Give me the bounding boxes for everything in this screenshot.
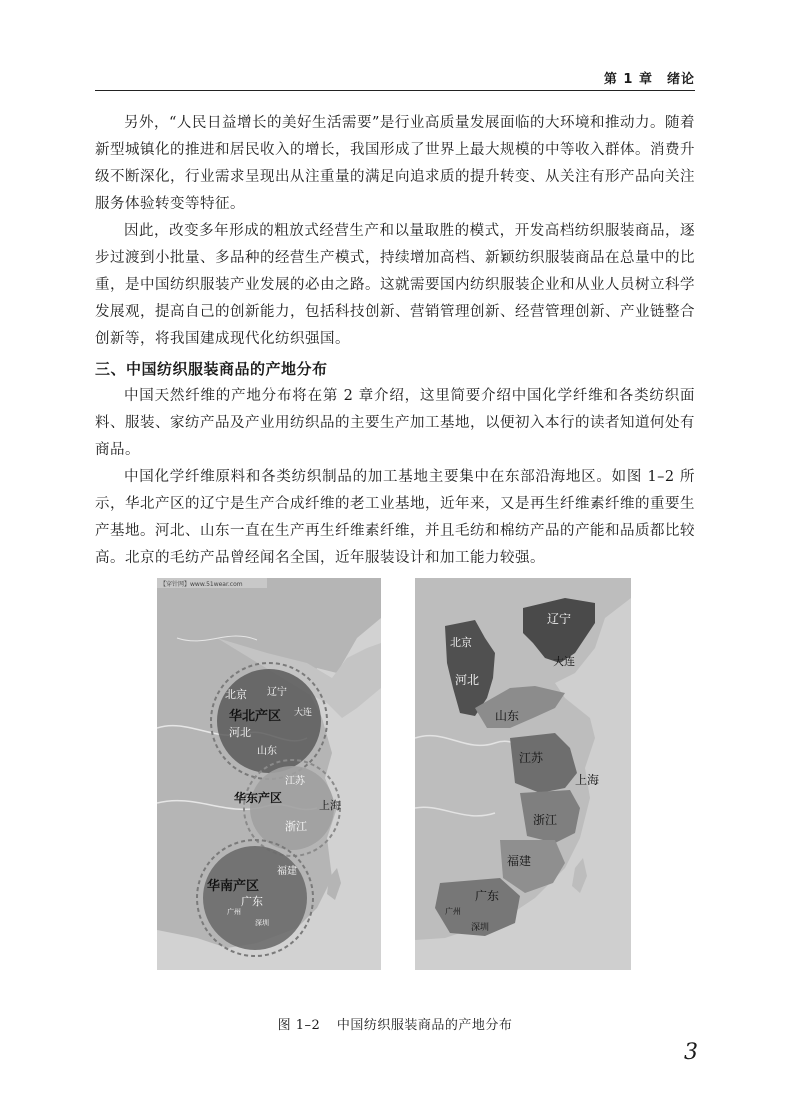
label-shanghai: 上海: [575, 773, 600, 787]
label-shenzhen: 深圳: [255, 919, 269, 927]
label-liaoning: 辽宁: [547, 612, 572, 626]
label-fujian: 福建: [277, 866, 297, 877]
label-shenzhen: 深圳: [471, 923, 490, 933]
section-block: [95, 356, 695, 572]
label-beijing: 北京: [225, 688, 247, 701]
label-zhejiang: 浙江: [533, 813, 558, 827]
paragraph: 因此，改变多年形成的粗放式经营生产和以量取胜的模式，开发高档纺织服装商品，逐步过渡到小批量、多品种的经营生产模式，持续增加高档、新颖纺织服装商品在总量中的比重，是中国纺织服装产业发展的必由之路。这就需要国内纺织服装企业和从业人员树立科学发展观，提高自己的创新能力，包括科技创新、营销管理创新、经营管理创新、产业链整合创新等，将我国建成现代化纺织强国。: [95, 223, 695, 347]
label-south-region: 华南产区: [207, 879, 260, 894]
label-hebei: 河北: [455, 673, 480, 687]
label-east-region: 华东产区: [234, 791, 283, 805]
region-map-left: [157, 578, 381, 970]
figure-title: 中国纺织服装商品的产地分布: [336, 1018, 513, 1033]
section-title: 三、中国纺织服装商品的产地分布: [95, 360, 328, 378]
label-shandong: 山东: [257, 746, 277, 757]
paragraph: 中国天然纤维的产地分布将在第 2 章介绍，这里简要介绍中国化学纤维和各类纺织面料、服装、家纺产品及产业用纺织品的主要生产加工基地，以便初入本行的读者知道何处有商品。: [95, 388, 695, 458]
paragraph: 中国化学纤维原料和各类纺织制品的加工基地主要集中在东部沿海地区。如图 1–2 所示，华北产区的辽宁是生产合成纤维的老工业基地，近年来，又是再生纤维素纤维的重要生产基地。河北、山东一直在生产再生纤维素纤维，并且毛纺和棉纺产品的产能和品质都比较高。北京的毛纺产品曾经闻名全国，近年服装设计和加工能力较强。: [95, 469, 695, 566]
label-guangdong: 广东: [475, 889, 500, 903]
paragraph: 另外，“人民日益增长的美好生活需要”是行业高质量发展面临的大环境和推动力。随着新型城镇化的推进和居民收入的增长，我国形成了世界上最大规模的中等收入群体。消费升级不断深化，行业需求呈现出从注重量的满足向追求质的提升转变、从关注有形产品向关注服务体验转变等特征。: [95, 115, 695, 212]
body-text-top: [95, 110, 695, 353]
label-guangdong: 广东: [241, 895, 263, 908]
label-north-region: 华北产区: [229, 709, 282, 724]
region-map-right: [415, 578, 631, 970]
label-shandong: 山东: [495, 709, 520, 723]
page-number: 3: [684, 1040, 698, 1065]
label-guangzhou: 广州: [227, 908, 241, 916]
label-dalian: 大连: [294, 708, 313, 718]
label-jiangsu: 江苏: [285, 776, 305, 787]
label-beijing: 北京: [450, 636, 472, 649]
label-hebei: 河北: [229, 726, 251, 739]
label-dalian: 大连: [553, 655, 575, 668]
label-liaoning: 辽宁: [267, 687, 287, 698]
label-guangzhou: 广州: [445, 907, 461, 916]
label-zhejiang: 浙江: [285, 820, 307, 833]
figure-caption: [95, 1014, 695, 1033]
region-map-left-svg: [157, 578, 381, 970]
label-fujian: 福建: [507, 854, 532, 868]
label-jiangsu: 江苏: [519, 751, 544, 765]
region-map-right-svg: [415, 578, 631, 970]
watermark-text: 【穿针网】www.51wear.com: [160, 581, 243, 588]
label-shanghai: 上海: [319, 799, 341, 812]
chapter-title: 第 1 章 绪论: [603, 72, 695, 87]
figure-number: 图 1–2: [277, 1018, 321, 1033]
running-header: [95, 68, 695, 91]
